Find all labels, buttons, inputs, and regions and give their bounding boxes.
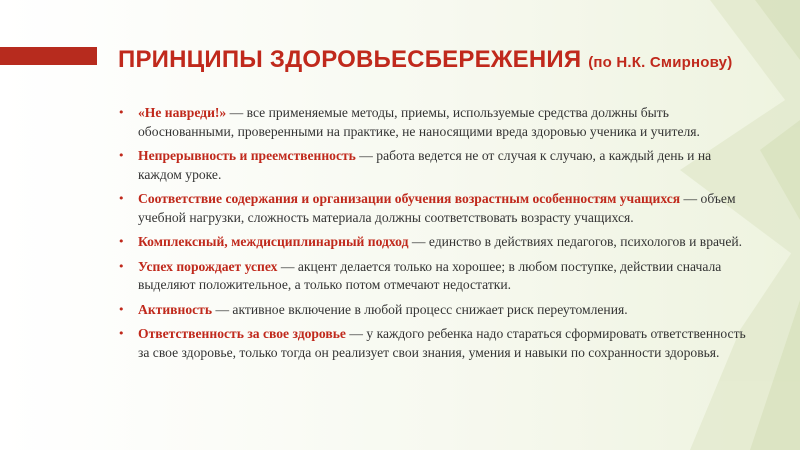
- chevron-bullet-icon: •: [118, 149, 125, 162]
- chevron-bullet-icon: •: [118, 106, 125, 119]
- chevron-bullet-icon: •: [118, 235, 125, 248]
- chevron-bullet-icon: •: [118, 259, 125, 273]
- principle-text: — у каждого ребенка надо стараться сформировать ответственность за свое здоровье, только тогда он реализует свои знания, умения и навыки по сохранности здоровья.: [138, 326, 746, 360]
- list-item: [118, 301, 758, 320]
- principle-text: — акцент делается только на хорошее; в любом поступке, действии сначала выделяют положительное, а только потом отмечают недостатки.: [138, 258, 722, 292]
- list-item: [118, 104, 758, 141]
- title-note: (по Н.К. Смирнову): [588, 54, 733, 71]
- principle-term: Ответственность за свое здоровье: [138, 326, 346, 341]
- principle-text: — работа ведется не от случая к случаю, а каждый день и на каждом уроке.: [138, 148, 712, 182]
- principle-term: Соответствие содержания и организации обучения возрастным особенностям учащихся: [138, 191, 681, 206]
- principle-text: — активное включение в любой процесс снижает риск переутомления.: [215, 301, 628, 317]
- list-item: [118, 325, 758, 362]
- chevron-bullet-icon: •: [118, 327, 125, 340]
- principle-text: — объем учебной нагрузки, сложность материала должны соответствовать возрасту учащихся.: [138, 191, 736, 225]
- principle-text: — единство в действиях педагогов, психологов и врачей.: [411, 234, 743, 249]
- principle-term: Комплексный, междисциплинарный подход: [138, 234, 409, 249]
- principle-term: Непрерывность и преемственность: [138, 148, 356, 163]
- title-main: ПРИНЦИПЫ ЗДОРОВЬЕСБЕРЕЖЕНИЯ: [118, 46, 582, 73]
- list-item: [118, 233, 758, 252]
- slide-title: [118, 44, 758, 79]
- principle-term: «Не навреди!»: [138, 105, 227, 120]
- principle-text: — все применяемые методы, приемы, используемые средства должны быть обоснованными, проверенными на практике, не наносящими вреда здоровью ученика и учителя.: [138, 105, 700, 139]
- principle-term: Активность: [138, 301, 213, 317]
- principles-list: [118, 104, 758, 368]
- list-item: [118, 147, 758, 184]
- list-item: [118, 190, 758, 227]
- principle-term: Успех порождает успех: [138, 258, 278, 274]
- list-item: [118, 258, 758, 295]
- title-accent-bar: [0, 47, 97, 65]
- chevron-bullet-icon: •: [118, 192, 125, 205]
- chevron-bullet-icon: •: [118, 302, 125, 316]
